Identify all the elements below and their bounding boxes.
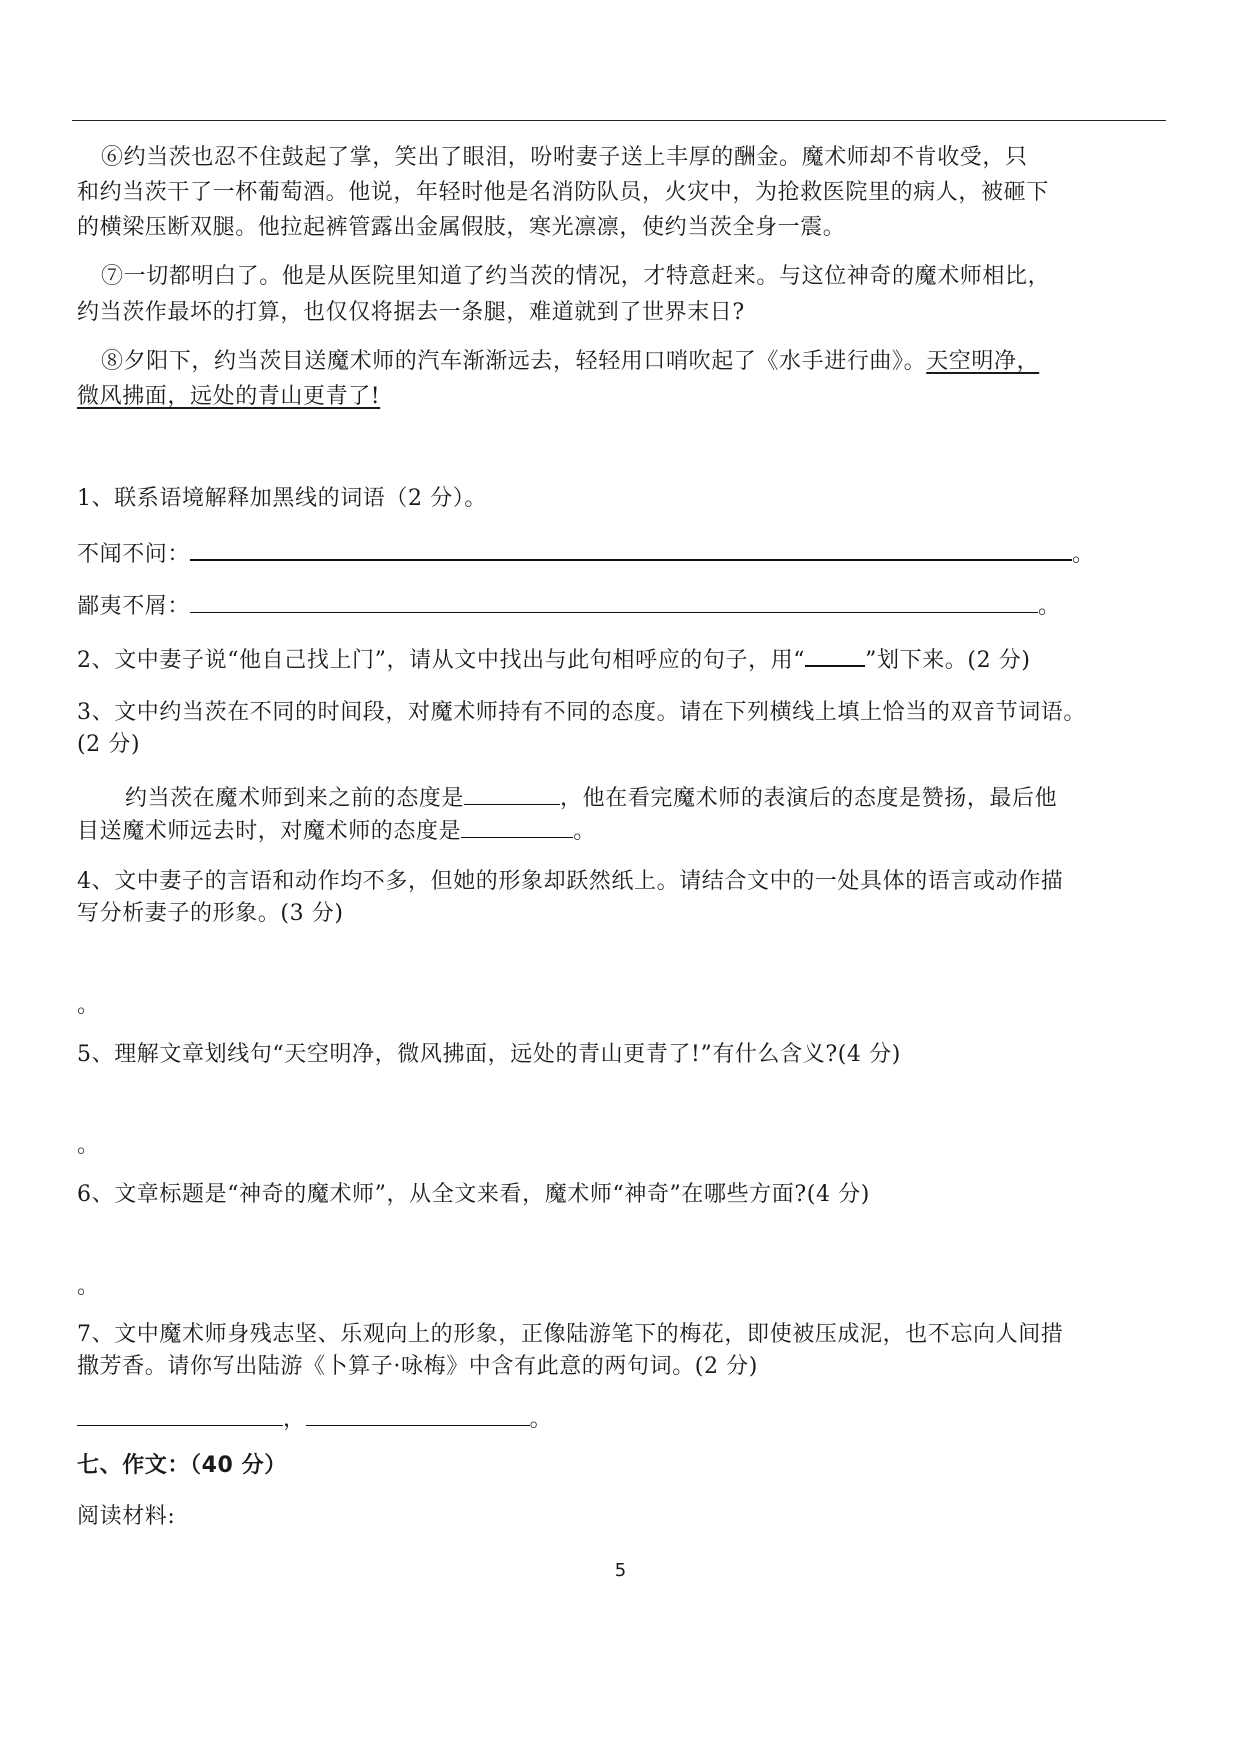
question-2 xyxy=(77,643,1031,676)
q1-item-1-label: 不闻不问： xyxy=(77,542,191,567)
q1-answer-blank-2[interactable] xyxy=(190,590,1038,613)
question-3-line1: 3、文中约当茨在不同的时间段，对魔术师持有不同的态度。请在下列横线上填上恰当的双音节词语。 xyxy=(77,700,1086,725)
q2-text-after: ”划下来。(2 分) xyxy=(865,648,1031,673)
question-5: 5、理解文章划线句“天空明净，微风拂面，远处的青山更青了!”有什么含义?(4 分) xyxy=(77,1042,901,1067)
composition-intro: 阅读材料: xyxy=(77,1504,176,1529)
underlined-sentence-part2: 微风拂面，远处的青山更青了! xyxy=(77,384,381,409)
q3-fill1-before: 约当茨在魔术师到来之前的态度是 xyxy=(125,786,465,811)
passage-p7-line2: 约当茨作最坏的打算，也仅仅将据去一条腿，难道就到了世界末日? xyxy=(77,300,745,325)
question-7-line1: 7、文中魔术师身残志坚、乐观向上的形象，正像陆游笔下的梅花，即使被压成泥，也不忘向人间措 xyxy=(77,1322,1064,1347)
q2-text-before: 2、文中妻子说“他自己找上门”，请从文中找出与此句相呼应的句子，用“ xyxy=(77,648,806,673)
question-4-line1: 4、文中妻子的言语和动作均不多，但她的形象却跃然纸上。请结合文中的一处具体的语言或动作描 xyxy=(77,869,1064,894)
q4-answer-end: 。 xyxy=(77,993,100,1018)
q3-answer-blank-2[interactable] xyxy=(461,815,573,838)
q6-answer-end: 。 xyxy=(77,1274,100,1299)
question-6: 6、文章标题是“神奇的魔术师”，从全文来看，魔术师“神奇”在哪些方面?(4 分) xyxy=(77,1182,870,1207)
q1-item-1 xyxy=(77,537,1095,570)
question-3-line2: (2 分) xyxy=(77,732,141,757)
q7-answer-line xyxy=(77,1403,552,1435)
q3-answer-blank-1[interactable] xyxy=(464,782,560,805)
q1-item-2-end: 。 xyxy=(1038,594,1061,619)
question-7-line2: 撒芳香。请你写出陆游《卜算子·咏梅》中含有此意的两句词。(2 分) xyxy=(77,1354,758,1379)
q7-answer-blank-1[interactable] xyxy=(77,1403,283,1426)
passage-p8-line2 xyxy=(77,382,380,412)
underlined-sentence-part1: 天空明净， xyxy=(926,349,1040,374)
q1-item-1-end: 。 xyxy=(1072,542,1095,567)
passage-p6-line2: 和约当茨干了一杯葡萄酒。他说，年轻时他是名消防队员，火灾中，为抢救医院里的病人，被砸下 xyxy=(77,180,1049,205)
passage-p6-line1: ⑥约当茨也忍不住鼓起了掌，笑出了眼泪，吩咐妻子送上丰厚的酬金。魔术师却不肯收受，只 xyxy=(101,145,1028,170)
q3-fill2-after: 。 xyxy=(573,819,596,844)
passage-p8-text: ⑧夕阳下，约当茨目送魔术师的汽车渐渐远去，轻轻用口哨吹起了《水手进行曲》。 xyxy=(101,349,927,374)
q3-fill2-before: 目送魔术师远去时，对魔术师的态度是 xyxy=(77,819,462,844)
question-1: 1、联系语境解释加黑线的词语（2 分）。 xyxy=(77,486,487,511)
q5-answer-end: 。 xyxy=(77,1133,100,1158)
q7-answer-blank-2[interactable] xyxy=(306,1403,530,1426)
passage-p7-line1: ⑦一切都明白了。他是从医院里知道了约当茨的情况，才特意赶来。与这位神奇的魔术师相比， xyxy=(101,264,1051,289)
q1-answer-blank-1[interactable] xyxy=(190,537,1072,561)
composition-heading: 七、作文：（40 分） xyxy=(77,1453,287,1478)
q2-underline-mark xyxy=(805,643,865,667)
q3-fill-line2 xyxy=(77,815,596,847)
q7-sep: ， xyxy=(283,1407,306,1432)
q3-fill-line1 xyxy=(125,782,1057,814)
q1-item-2 xyxy=(77,590,1061,622)
header-rule xyxy=(72,120,1166,121)
page-number: 5 xyxy=(614,1560,627,1581)
passage-p6-line3: 的横梁压断双腿。他拉起裤管露出金属假肢，寒光凛凛，使约当茨全身一震。 xyxy=(77,215,846,240)
q3-fill1-after: ，他在看完魔术师的表演后的态度是赞扬，最后他 xyxy=(560,786,1058,811)
q1-item-2-label: 鄙夷不屑： xyxy=(77,594,191,619)
q7-end: 。 xyxy=(529,1407,553,1432)
question-4-line2: 写分析妻子的形象。(3 分) xyxy=(77,901,344,926)
passage-p8-line1 xyxy=(101,347,1039,377)
